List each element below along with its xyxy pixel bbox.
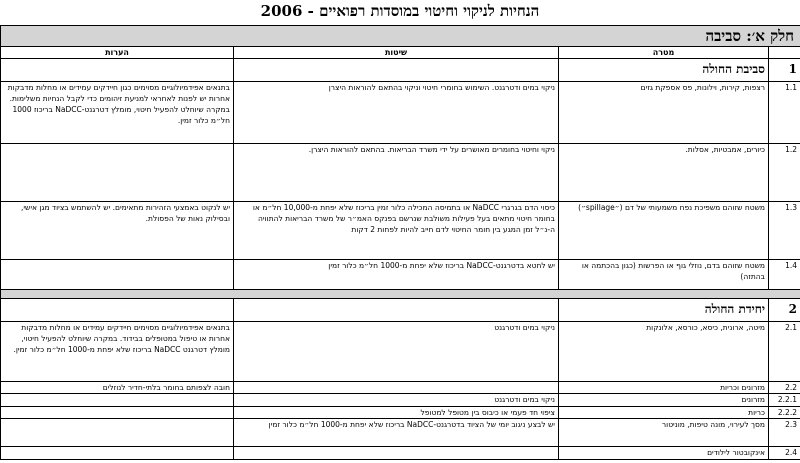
row-number: 2.2	[769, 382, 800, 394]
table-row	[1, 144, 800, 202]
section-methods-cell	[234, 299, 559, 322]
header-methods: שיטות	[234, 47, 559, 59]
row-notes: בתנאים אפידמיולוגיים מסוימים כגון חיידקים עמידים או מחלות מדבקות אחרות יש לפנות לאחראי למניעת זיהומים כדי לקבל הנחיות משלימות. במקרה שיוחלט להפעיל חיטוי, מומלץ דטרגנט-NaDCC בריכוז 1000 חל״מ כלור זמין.	[1, 82, 234, 144]
part-header-row	[1, 26, 800, 47]
row-number: 2.2.2	[769, 406, 800, 418]
row-notes	[1, 419, 234, 447]
row-methods	[234, 382, 559, 394]
section-number: 2	[769, 299, 800, 322]
row-goal: מיטה, ארונית, כיסא, כורסא, אלונקות	[559, 322, 769, 382]
table-row	[1, 202, 800, 260]
part-title: חלק א׳: סביבה	[1, 26, 800, 47]
section-number: 1	[769, 59, 800, 82]
section-notes-cell	[1, 299, 234, 322]
row-methods: יש לבצע ניגוב יומי של הציוד בדטרגנט-NaDCC בריכוז שלא יפחת מ-1000 חל״מ כלור זמין	[234, 419, 559, 447]
header-number	[769, 47, 800, 59]
table-row	[1, 419, 800, 447]
row-goal: משטח שזוהם משפיכת נפח משמעותי של דם (״spillage״)	[559, 202, 769, 260]
row-goal: רצפות, קירות, וילונות, פס אספקת גזים	[559, 82, 769, 144]
header-notes: הערות	[1, 47, 234, 59]
table-row	[1, 82, 800, 144]
table-row	[1, 394, 800, 406]
row-goal: אינקובטור לילודים	[559, 447, 769, 459]
row-number: 2.4	[769, 447, 800, 459]
table-row	[1, 260, 800, 290]
row-methods: ניקוי במים ודטרגנט	[234, 394, 559, 406]
row-methods	[234, 447, 559, 459]
row-notes: חובה לצפותם בחומר בלתי-חדיר לנוזלים	[1, 382, 234, 394]
section-methods-cell	[234, 59, 559, 82]
row-goal: מזרונים	[559, 394, 769, 406]
row-methods: ניקוי במים ודטרגנט. השימוש בחומרי חיטוי וניקוי בהתאם להוראות היצרן	[234, 82, 559, 144]
section-title: יחידת החולה	[559, 299, 769, 322]
row-goal: משטח שזוהם בדם, נוזלי גוף או הפרשות (כגון בהכתמה או בהתזה)	[559, 260, 769, 290]
row-methods: יש לחטא בדטרגנט-NaDCC בריכוז שלא יפחת מ-1000 חל״מ כלור זמין	[234, 260, 559, 290]
row-methods: ניקוי במים ודטרגנט	[234, 322, 559, 382]
table-row	[1, 382, 800, 394]
row-goal: מסך לעירוי, מונה טיפות, מוניטור	[559, 419, 769, 447]
row-goal: כיורים, אמבטיות, אסלות.	[559, 144, 769, 202]
table-row	[1, 447, 800, 459]
row-notes	[1, 144, 234, 202]
row-number: 2.1	[769, 322, 800, 382]
row-goal: כריות	[559, 406, 769, 418]
table-row	[1, 406, 800, 418]
section-separator	[1, 290, 800, 299]
row-number: 1.4	[769, 260, 800, 290]
row-number: 2.3	[769, 419, 800, 447]
row-notes	[1, 447, 234, 459]
row-number: 2.2.1	[769, 394, 800, 406]
row-notes	[1, 260, 234, 290]
row-methods: כיסוי הדם בגרגרי NaDCC או בתמיסה המכילה כלור זמין בריכוז שלא יפחת מ-10,000 חל״מ או בחומר חיטוי מתאים בעל פעילות משולבת שנרשם בפנקס האמ״ר של משרד הבריאות להתוויה ה-נ״ל זמן המגע בין חומר החיטוי לדם חייב להיות לפחות 2 דקות	[234, 202, 559, 260]
row-notes	[1, 394, 234, 406]
document-title: הנחיות לניקוי וחיטוי במוסדות רפואיים - 2006	[260, 2, 540, 20]
section-row	[1, 59, 800, 82]
guidelines-table	[0, 25, 800, 460]
row-notes: בתנאים אפידמיולוגיים מסוימים חיידקים עמידים או מחלות מדבקות אחרות או טיפול במטופלים בבידוד. במקרה שיוחלט להפעיל חיטוי, מומלץ דטרגנט NaDCC בריכוז שלא יפחת מ-1000 חל״מ כלור זמין.	[1, 322, 234, 382]
separator-cell	[1, 290, 800, 299]
row-number: 1.3	[769, 202, 800, 260]
row-notes	[1, 406, 234, 418]
column-header-row	[1, 47, 800, 59]
header-goal: מטרה	[559, 47, 769, 59]
section-title: סביבת החולה	[559, 59, 769, 82]
row-methods: ניקוי וחיטוי בחומרים מאושרים על ידי משרד הבריאות. בהתאם להוראות היצרן.	[234, 144, 559, 202]
row-notes: יש לנקוט באמצעי הזהירות מתאימים. יש להשתמש בציוד מגן אישי, ובסילוק נאות של הפסולת.	[1, 202, 234, 260]
table-row	[1, 322, 800, 382]
section-notes-cell	[1, 59, 234, 82]
section-row	[1, 299, 800, 322]
row-number: 1.2	[769, 144, 800, 202]
row-methods: ציפוי חד פעמי או כיבוס בין מטופל למטופל	[234, 406, 559, 418]
row-number: 1.1	[769, 82, 800, 144]
row-goal: מזרונים וכריות	[559, 382, 769, 394]
